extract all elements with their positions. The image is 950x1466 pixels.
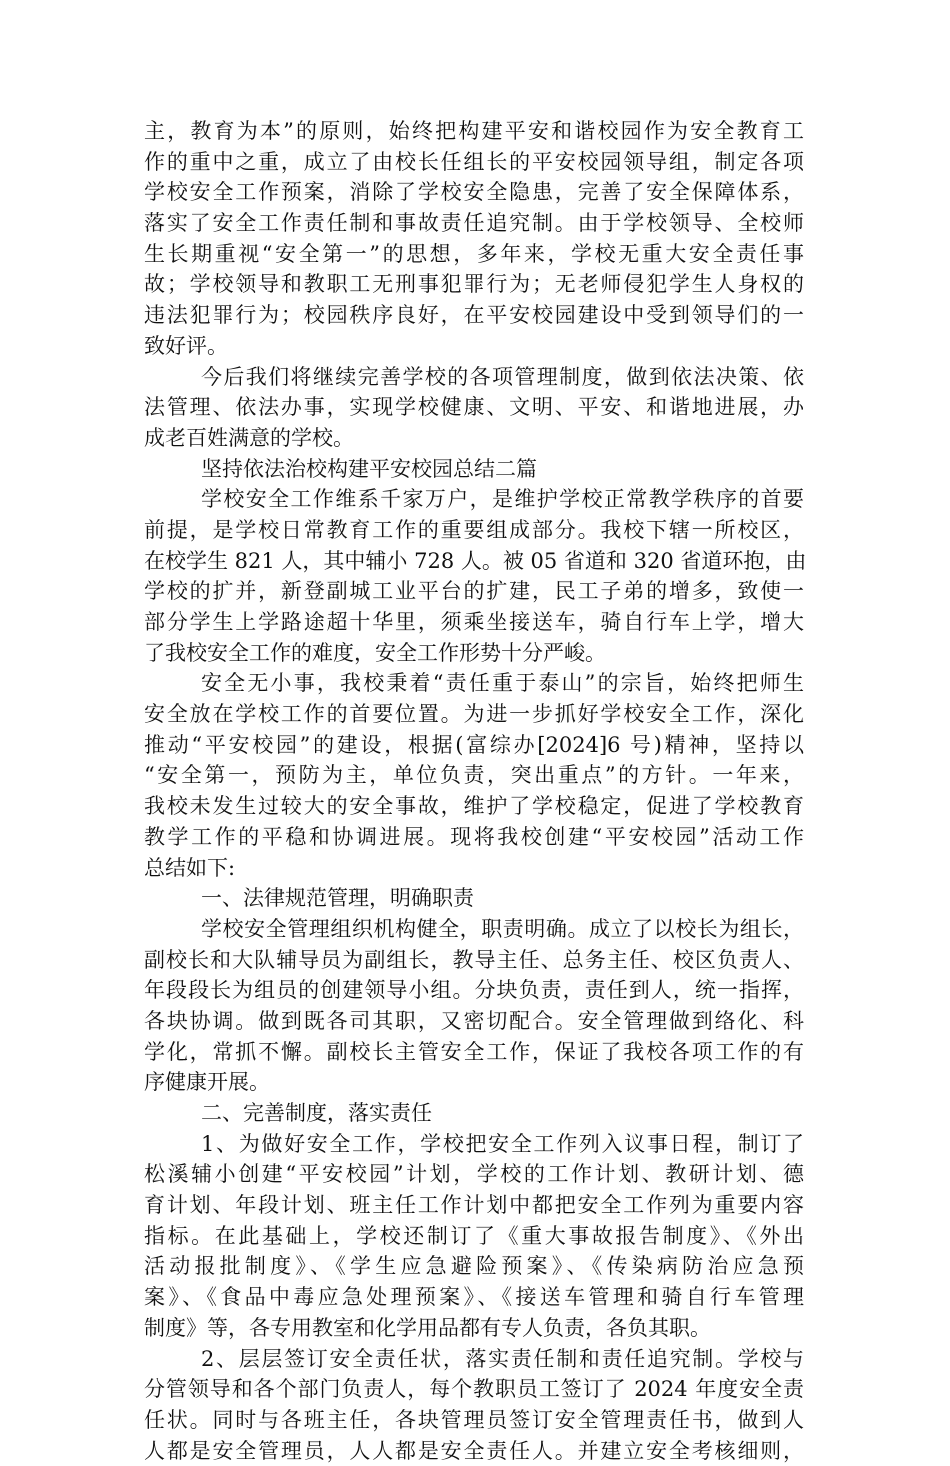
text-line: 分管领导和各个部门负责人，每个教职员工签订了 2024 年度安全责 (144, 1377, 804, 1402)
text-line: 作的重中之重，成立了由校长任组长的平安校园领导组，制定各项 (144, 149, 804, 174)
text-line: 副校长和大队辅导员为副组长，教导主任、总务主任、校区负责人、 (144, 947, 804, 972)
text-line: 育计划、年段计划、班主任工作计划中都把安全工作列为重要内容 (144, 1193, 804, 1218)
text-line: 安全放在学校工作的首要位置。为进一步抓好学校安全工作，深化 (144, 702, 804, 727)
text-line: 案》、《食品中毒应急处理预案》、《接送车管理和骑自行车管理 (144, 1285, 804, 1310)
text-line: 学化，常抓不懈。副校长主管安全工作，保证了我校各项工作的有 (144, 1039, 804, 1064)
text-line: 年段段长为组员的创建领导小组。分块负责，责任到人，统一指挥， (144, 978, 804, 1003)
text-line: 2、层层签订安全责任状，落实责任制和责任追究制。学校与 (201, 1346, 804, 1371)
text-line: 法管理、依法办事，实现学校健康、文明、平安、和谐地进展，办 (144, 395, 804, 420)
text-line: 主，教育为本”的原则，始终把构建平安和谐校园作为安全教育工 (144, 119, 804, 143)
text-line: 了我校安全工作的难度，安全工作形势十分严峻。 (144, 640, 606, 665)
text-line: 活动报批制度》、《学生应急避险预案》、《传染病防治应急预 (144, 1254, 804, 1279)
text-line: 在校学生 821 人，其中辅小 728 人。被 05 省道和 320 省道环抱，由 (144, 548, 807, 573)
text-line: 坚持依法治校构建平安校园总结二篇 (201, 456, 537, 481)
text-line: 故；学校领导和教职工无刑事犯罪行为；无老师侵犯学生人身权的 (144, 272, 804, 297)
text-line: 致好评。 (144, 333, 228, 358)
text-line: 总结如下: (144, 855, 236, 880)
text-line: 推动“平安校园”的建设，根据(富综办[2024]6 号)精神，坚持以 (144, 732, 804, 757)
text-line: “安全第一，预防为主，单位负责，突出重点”的方针。一年来， (144, 763, 804, 788)
text-line: 部分学生上学路途超十华里，须乘坐接送车，骑自行车上学，增大 (144, 610, 804, 634)
text-line: 1、为做好安全工作，学校把安全工作列入议事日程，制订了 (201, 1131, 804, 1156)
text-line: 生长期重视“安全第一”的思想，多年来，学校无重大安全责任事 (144, 241, 804, 266)
text-line: 安全无小事，我校秉着“责任重于泰山”的宗旨，始终把师生 (201, 671, 804, 696)
text-line: 前提，是学校日常教育工作的重要组成部分。我校下辖一所校区， (144, 517, 804, 542)
text-line: 序健康开展。 (144, 1070, 270, 1095)
document-body-text (144, 116, 807, 1466)
text-line: 各块协调。做到既各司其职，又密切配合。安全管理做到络化、科 (144, 1008, 804, 1033)
text-line: 教学工作的平稳和协调进展。现将我校创建“平安校园”活动工作 (144, 824, 804, 849)
text-line: 我校未发生过较大的安全事故，维护了学校稳定，促进了学校教育 (144, 794, 804, 819)
text-line: 指标。在此基础上，学校还制订了《重大事故报告制度》、《外出 (144, 1223, 804, 1248)
text-line: 今后我们将继续完善学校的各项管理制度，做到依法决策、依 (201, 364, 804, 389)
text-line: 一、法律规范管理，明确职责 (201, 886, 474, 911)
text-line: 落实了安全工作责任制和事故责任追究制。由于学校领导、全校师 (144, 211, 804, 236)
text-line: 学校的扩并，新登副城工业平台的扩建，民工子弟的增多，致使一 (144, 579, 804, 604)
text-line: 学校安全工作维系千家万户，是维护学校正常教学秩序的首要 (201, 487, 804, 512)
text-line: 成老百姓满意的学校。 (144, 425, 354, 450)
text-line: 二、完善制度，落实责任 (201, 1101, 432, 1125)
text-line: 任状。同时与各班主任，各块管理员签订安全管理责任书，做到人 (144, 1407, 804, 1432)
text-line: 制度》等，各专用教室和化学用品都有专人负责，各负其职。 (144, 1315, 711, 1340)
text-line: 违法犯罪行为；校园秩序良好，在平安校园建设中受到领导们的一 (144, 303, 804, 328)
text-line: 学校安全管理组织机构健全，职责明确。成立了以校长为组长， (201, 916, 804, 941)
text-line: 人都是安全管理员，人人都是安全责任人。并建立安全考核细则， (144, 1438, 804, 1463)
text-line: 松溪辅小创建“平安校园”计划，学校的工作计划、教研计划、德 (144, 1162, 804, 1187)
text-line: 学校安全工作预案，消除了学校安全隐患，完善了安全保障体系， (144, 180, 804, 205)
